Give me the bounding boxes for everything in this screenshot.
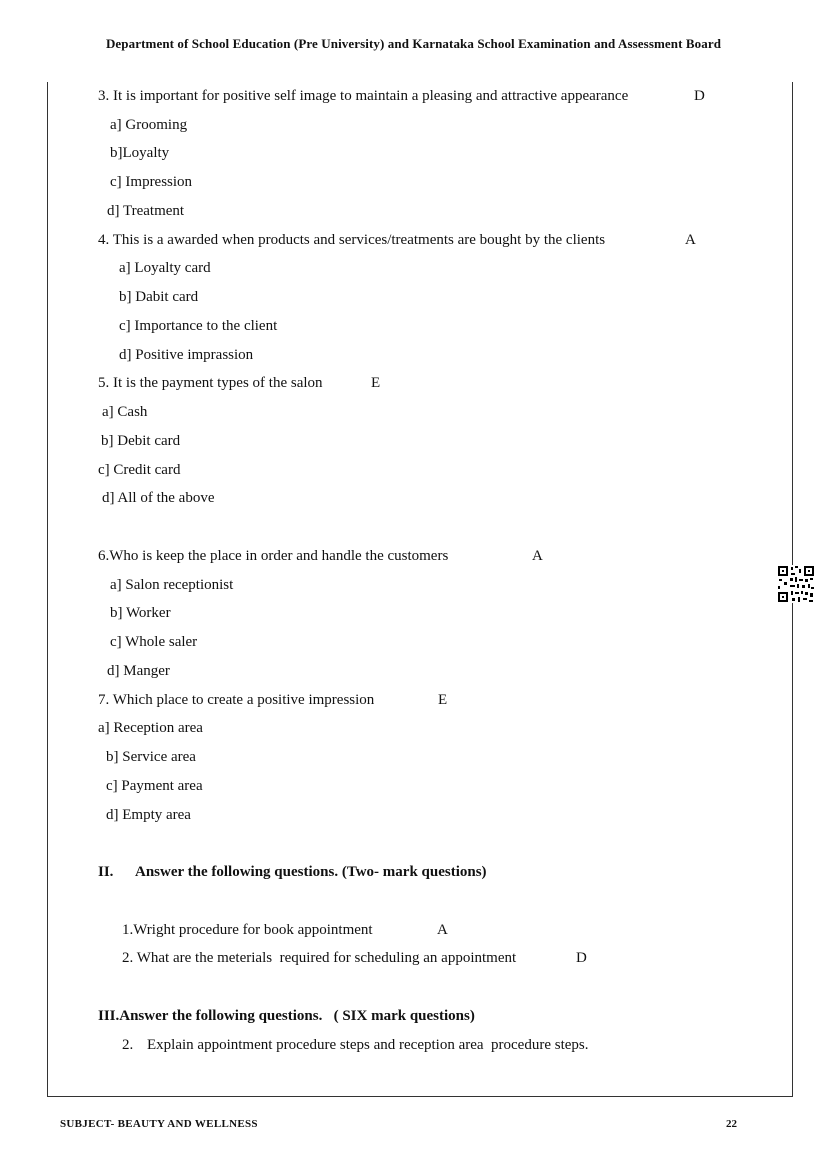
question-3-option-b: b]Loyalty bbox=[110, 145, 170, 161]
question-3-option-c: c] Impression bbox=[110, 174, 193, 190]
section-3-item-1: Explain appointment procedure steps and reception area procedure steps. bbox=[147, 1037, 589, 1053]
page-number: 22 bbox=[726, 1118, 737, 1130]
question-3-option-d: d] Treatment bbox=[107, 203, 185, 219]
question-4-option-c: c] Importance to the client bbox=[119, 318, 278, 334]
question-7-option-b: b] Service area bbox=[106, 749, 196, 765]
question-7-answer: E bbox=[438, 692, 448, 708]
question-3-text: 3. It is important for positive self image to maintain a pleasing and attractive appearance bbox=[98, 88, 629, 104]
question-7-option-d: d] Empty area bbox=[106, 807, 191, 823]
question-4-answer: A bbox=[685, 232, 696, 248]
question-6-option-c: c] Whole saler bbox=[110, 634, 198, 650]
section-3-item-1-number: 2. bbox=[122, 1037, 134, 1053]
question-5-option-c: c] Credit card bbox=[98, 462, 181, 478]
question-6-text: 6.Who is keep the place in order and handle the customers bbox=[98, 548, 449, 564]
question-4-text: 4. This is a awarded when products and services/treatments are bought by the clients bbox=[98, 232, 606, 248]
section-2-item-2-answer: D bbox=[576, 950, 587, 966]
question-6-option-d: d] Manger bbox=[107, 663, 170, 679]
section-2-item-2: 2. What are the meterials required for scheduling an appointment bbox=[122, 950, 517, 966]
question-3-option-a: a] Grooming bbox=[110, 117, 188, 133]
section-2-item-1-answer: A bbox=[437, 922, 448, 938]
question-4-option-b: b] Dabit card bbox=[119, 289, 199, 305]
question-7-text: 7. Which place to create a positive impression bbox=[98, 692, 375, 708]
question-4-option-a: a] Loyalty card bbox=[119, 260, 211, 276]
question-5-text: 5. It is the payment types of the salon bbox=[98, 375, 323, 391]
question-5-answer: E bbox=[371, 375, 381, 391]
qr-code-icon bbox=[777, 565, 815, 603]
footer-subject: SUBJECT- BEAUTY AND WELLNESS bbox=[60, 1118, 258, 1130]
page-header: Department of School Education (Pre University) and Karnataka School Examination and Assessment Board bbox=[105, 36, 722, 51]
section-2-numeral: II. bbox=[98, 864, 114, 880]
section-3-heading: III.Answer the following questions. ( SIX mark questions) bbox=[98, 1008, 475, 1024]
question-6-option-b: b] Worker bbox=[110, 605, 171, 621]
question-7-option-c: c] Payment area bbox=[106, 778, 203, 794]
question-6-answer: A bbox=[532, 548, 543, 564]
section-2-heading: Answer the following questions. (Two- mark questions) bbox=[135, 864, 487, 880]
question-6-option-a: a] Salon receptionist bbox=[110, 577, 234, 593]
section-2-item-1: 1.Wright procedure for book appointment bbox=[122, 922, 373, 938]
question-5-option-d: d] All of the above bbox=[102, 490, 215, 506]
question-3-answer: D bbox=[694, 88, 705, 104]
question-4-option-d: d] Positive imprassion bbox=[119, 347, 254, 363]
question-7-option-a: a] Reception area bbox=[98, 720, 203, 736]
question-5-option-a: a] Cash bbox=[102, 404, 148, 420]
question-5-option-b: b] Debit card bbox=[101, 433, 181, 449]
